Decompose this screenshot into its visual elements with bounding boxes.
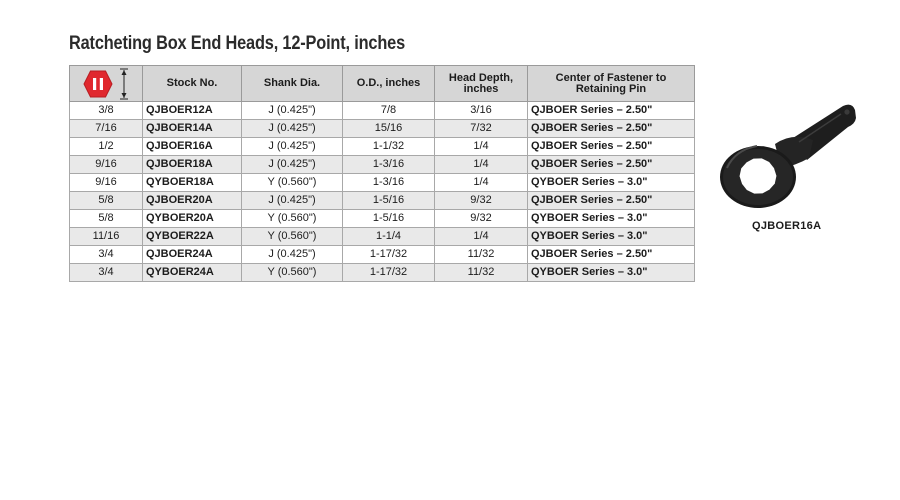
size-cell: 5/8	[70, 210, 143, 228]
center-cell: QYBOER Series – 3.0"	[528, 174, 695, 192]
table-row	[70, 102, 695, 120]
table-row	[70, 120, 695, 138]
stock-cell: QJBOER16A	[143, 138, 242, 156]
depth-cell: 11/32	[435, 246, 528, 264]
od-cell: 7/8	[343, 102, 435, 120]
table-row	[70, 246, 695, 264]
center-cell: QJBOER Series – 2.50"	[528, 138, 695, 156]
size-cell: 3/8	[70, 102, 143, 120]
center-cell: QJBOER Series – 2.50"	[528, 102, 695, 120]
size-cell: 9/16	[70, 174, 143, 192]
table-row	[70, 264, 695, 282]
size-cell: 5/8	[70, 192, 143, 210]
ratcheting-box-end-head-image	[715, 98, 865, 213]
od-cell: 1-3/16	[343, 174, 435, 192]
shank-cell: Y (0.560")	[242, 174, 343, 192]
shank-cell: J (0.425")	[242, 192, 343, 210]
stock-cell: QYBOER22A	[143, 228, 242, 246]
center-column-header	[528, 66, 695, 102]
depth-cell: 9/32	[435, 210, 528, 228]
size-cell: 11/16	[70, 228, 143, 246]
od-cell: 1-5/16	[343, 210, 435, 228]
stock-cell: QYBOER18A	[143, 174, 242, 192]
center-cell: QJBOER Series – 2.50"	[528, 192, 695, 210]
depth-cell: 1/4	[435, 156, 528, 174]
stock-cell: QJBOER18A	[143, 156, 242, 174]
product-caption: QJBOER16A	[752, 220, 822, 232]
size-column-header	[70, 66, 143, 102]
depth-header-line2: inches	[463, 82, 499, 95]
center-cell: QJBOER Series – 2.50"	[528, 246, 695, 264]
od-cell: 1-3/16	[343, 156, 435, 174]
table-row	[70, 210, 695, 228]
od-cell: 1-1/4	[343, 228, 435, 246]
center-cell: QYBOER Series – 3.0"	[528, 210, 695, 228]
size-cell: 9/16	[70, 156, 143, 174]
depth-cell: 9/32	[435, 192, 528, 210]
depth-cell: 11/32	[435, 264, 528, 282]
stock-cell: QYBOER24A	[143, 264, 242, 282]
center-header-line2: Retaining Pin	[575, 82, 647, 95]
stock-cell: QYBOER20A	[143, 210, 242, 228]
depth-header-line1: Head Depth,	[448, 71, 514, 84]
stock-cell: QJBOER24A	[143, 246, 242, 264]
shank-column-header: Shank Dia.	[242, 66, 343, 102]
table-row	[70, 156, 695, 174]
stock-column-header: Stock No.	[143, 66, 242, 102]
shank-cell: J (0.425")	[242, 156, 343, 174]
depth-column-header	[435, 66, 528, 102]
depth-cell: 7/32	[435, 120, 528, 138]
od-cell: 1-5/16	[343, 192, 435, 210]
center-header-line1: Center of Fastener to	[555, 71, 667, 84]
depth-cell: 3/16	[435, 102, 528, 120]
table-row	[70, 174, 695, 192]
size-cell: 1/2	[70, 138, 143, 156]
shank-cell: J (0.425")	[242, 120, 343, 138]
size-cell: 3/4	[70, 246, 143, 264]
table-header-row	[70, 66, 695, 102]
shank-cell: Y (0.560")	[242, 264, 343, 282]
shank-cell: Y (0.560")	[242, 210, 343, 228]
table-row	[70, 192, 695, 210]
shank-cell: J (0.425")	[242, 246, 343, 264]
size-cell: 7/16	[70, 120, 143, 138]
center-cell: QJBOER Series – 2.50"	[528, 120, 695, 138]
depth-cell: 1/4	[435, 138, 528, 156]
spec-table	[69, 65, 695, 282]
depth-cell: 1/4	[435, 174, 528, 192]
hex-size-icon	[83, 70, 113, 98]
stock-cell: QJBOER12A	[143, 102, 242, 120]
shank-cell: J (0.425")	[242, 138, 343, 156]
od-column-header: O.D., inches	[343, 66, 435, 102]
od-cell: 1-17/32	[343, 246, 435, 264]
table-row	[70, 228, 695, 246]
od-cell: 15/16	[343, 120, 435, 138]
center-cell: QYBOER Series – 3.0"	[528, 228, 695, 246]
page-title: Ratcheting Box End Heads, 12-Point, inches	[69, 33, 405, 54]
center-cell: QYBOER Series – 3.0"	[528, 264, 695, 282]
shank-cell: Y (0.560")	[242, 228, 343, 246]
od-cell: 1-1/32	[343, 138, 435, 156]
od-cell: 1-17/32	[343, 264, 435, 282]
size-cell: 3/4	[70, 264, 143, 282]
table-row	[70, 138, 695, 156]
stock-cell: QJBOER14A	[143, 120, 242, 138]
shank-cell: J (0.425")	[242, 102, 343, 120]
depth-cell: 1/4	[435, 228, 528, 246]
dimension-arrow-icon	[119, 68, 129, 100]
stock-cell: QJBOER20A	[143, 192, 242, 210]
center-cell: QJBOER Series – 2.50"	[528, 156, 695, 174]
